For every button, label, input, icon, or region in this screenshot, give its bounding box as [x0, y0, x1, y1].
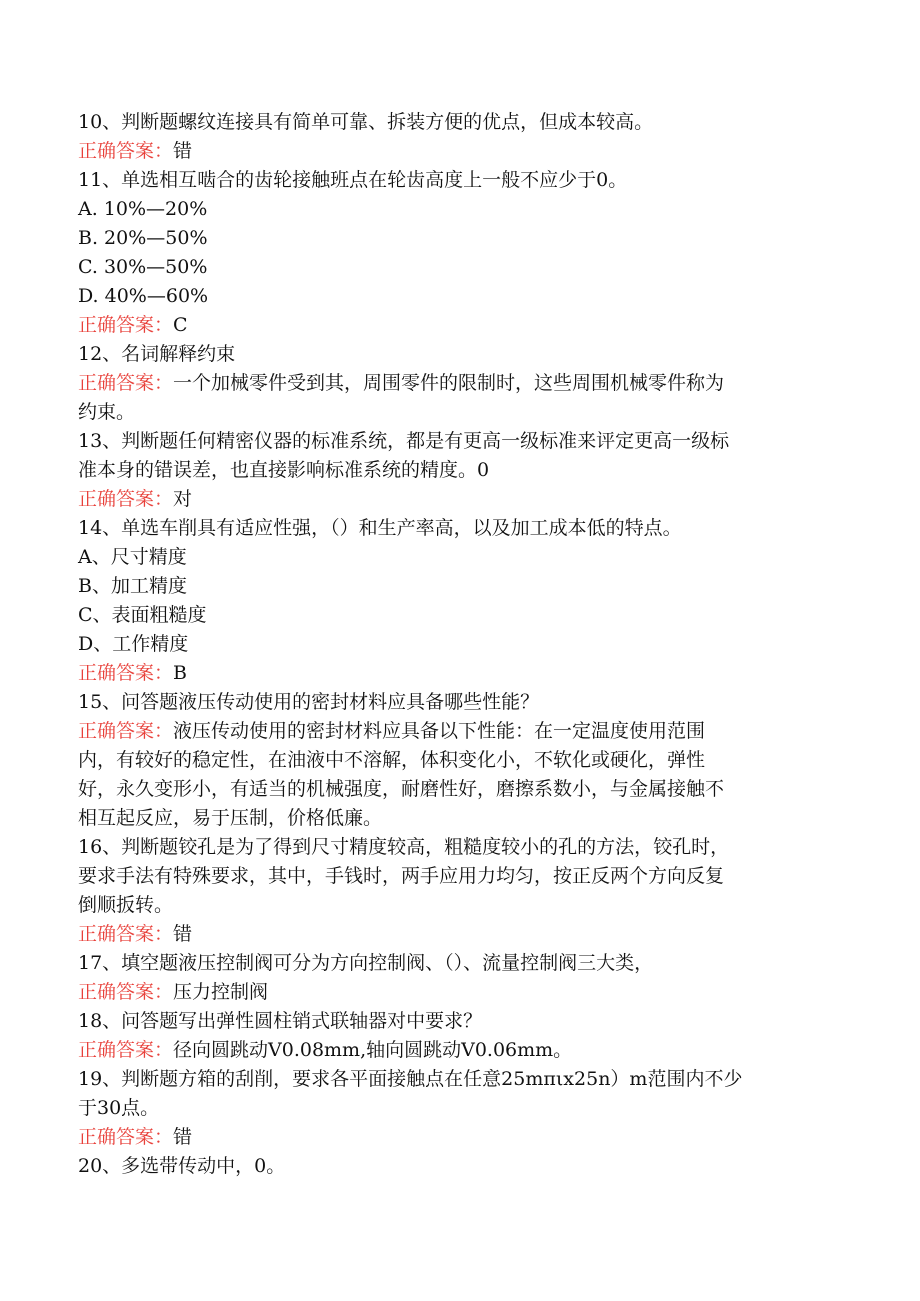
option-14-b: B、加工精度 [78, 575, 187, 597]
answer-label: 正确答案： [78, 488, 174, 510]
question-10: 10、判断题螺纹连接具有简单可靠、拆装方便的优点，但成本较高。 [78, 111, 654, 133]
answer-18 [78, 1036, 838, 1065]
answer-value: 错 [173, 1126, 193, 1148]
answer-10 [78, 137, 838, 166]
answer-value: C [173, 314, 188, 336]
question-19-continued: 于30点。 [78, 1097, 160, 1119]
option-11-d: D. 40%—60% [78, 285, 209, 307]
answer-11 [78, 311, 838, 340]
answer-label: 正确答案： [78, 1126, 174, 1148]
answer-17 [78, 978, 838, 1007]
answer-12 [78, 369, 838, 398]
answer-label: 正确答案： [78, 140, 174, 162]
answer-value: 对 [173, 488, 193, 510]
answer-15-continued-3: 相互起反应，易于压制，价格低廉。 [78, 807, 383, 829]
option-11-b: B. 20%—50% [78, 227, 208, 249]
question-13: 13、判断题任何精密仪器的标准系统，都是有更高一级标准来评定更高一级标 [78, 430, 730, 452]
answer-label: 正确答案： [78, 1039, 174, 1061]
question-16-continued-1: 要求手法有特殊要求，其中，手钱时，两手应用力均匀，按正反两个方向反复 [78, 865, 725, 887]
option-11-c: C. 30%—50% [78, 256, 208, 278]
answer-value: 液压传动使用的密封材料应具备以下性能：在一定温度使用范围 [173, 720, 706, 742]
answer-label: 正确答案： [78, 314, 174, 336]
answer-value: 错 [173, 140, 193, 162]
answer-12-continued: 约束。 [78, 401, 136, 423]
answer-label: 正确答案： [78, 372, 174, 394]
question-20: 20、多选带传动中，0。 [78, 1155, 286, 1177]
option-11-a: A. 10%—20% [78, 198, 208, 220]
question-13-continued: 准本身的错误差，也直接影响标准系统的精度。0 [78, 459, 490, 481]
document-page [78, 108, 838, 1181]
answer-label: 正确答案： [78, 720, 174, 742]
answer-label: 正确答案： [78, 923, 174, 945]
question-19: 19、判断题方箱的刮削，要求各平面接触点在任意25mπιx25n）m范围内不少 [78, 1068, 743, 1090]
answer-15-continued-1: 内，有较好的稳定性，在油液中不溶解，体积变化小，不软化或硬化，弹性 [78, 749, 706, 771]
answer-label: 正确答案： [78, 981, 174, 1003]
answer-19 [78, 1123, 838, 1152]
question-11: 11、单选相互啮合的齿轮接触班点在轮齿高度上一般不应少于0。 [78, 169, 628, 191]
option-14-a: A、尺寸精度 [78, 546, 187, 568]
answer-value: 压力控制阀 [173, 981, 269, 1003]
option-14-c: C、表面粗糙度 [78, 604, 207, 626]
question-15: 15、问答题液压传动使用的密封材料应具备哪些性能？ [78, 691, 540, 713]
answer-value: 一个加械零件受到其，周围零件的限制时，这些周围机械零件称为 [173, 372, 725, 394]
answer-13 [78, 485, 838, 514]
question-12: 12、名词解释约束 [78, 343, 236, 365]
answer-15 [78, 717, 838, 746]
answer-15-continued-2: 好，永久变形小，有适当的机械强度，耐磨性好，磨擦系数小，与金属接触不 [78, 778, 725, 800]
option-14-d: D、工作精度 [78, 633, 189, 655]
answer-16 [78, 920, 838, 949]
answer-value: 错 [173, 923, 193, 945]
answer-14 [78, 659, 838, 688]
answer-value: B [173, 662, 187, 684]
question-16-continued-2: 倒顺扳转。 [78, 894, 174, 916]
question-16: 16、判断题铰孔是为了得到尺寸精度较高，粗糙度较小的孔的方法，铰孔时， [78, 836, 730, 858]
question-17: 17、填空题液压控制阀可分为方向控制阀、（）、流量控制阀三大类， [78, 952, 654, 974]
question-14: 14、单选车削具有适应性强，（）和生产率高，以及加工成本低的特点。 [78, 517, 682, 539]
answer-label: 正确答案： [78, 662, 174, 684]
answer-value: 径向圆跳动V0.08mm,轴向圆跳动V0.06mm。 [173, 1039, 573, 1061]
question-18: 18、问答题写出弹性圆柱销式联轴器对中要求？ [78, 1010, 483, 1032]
